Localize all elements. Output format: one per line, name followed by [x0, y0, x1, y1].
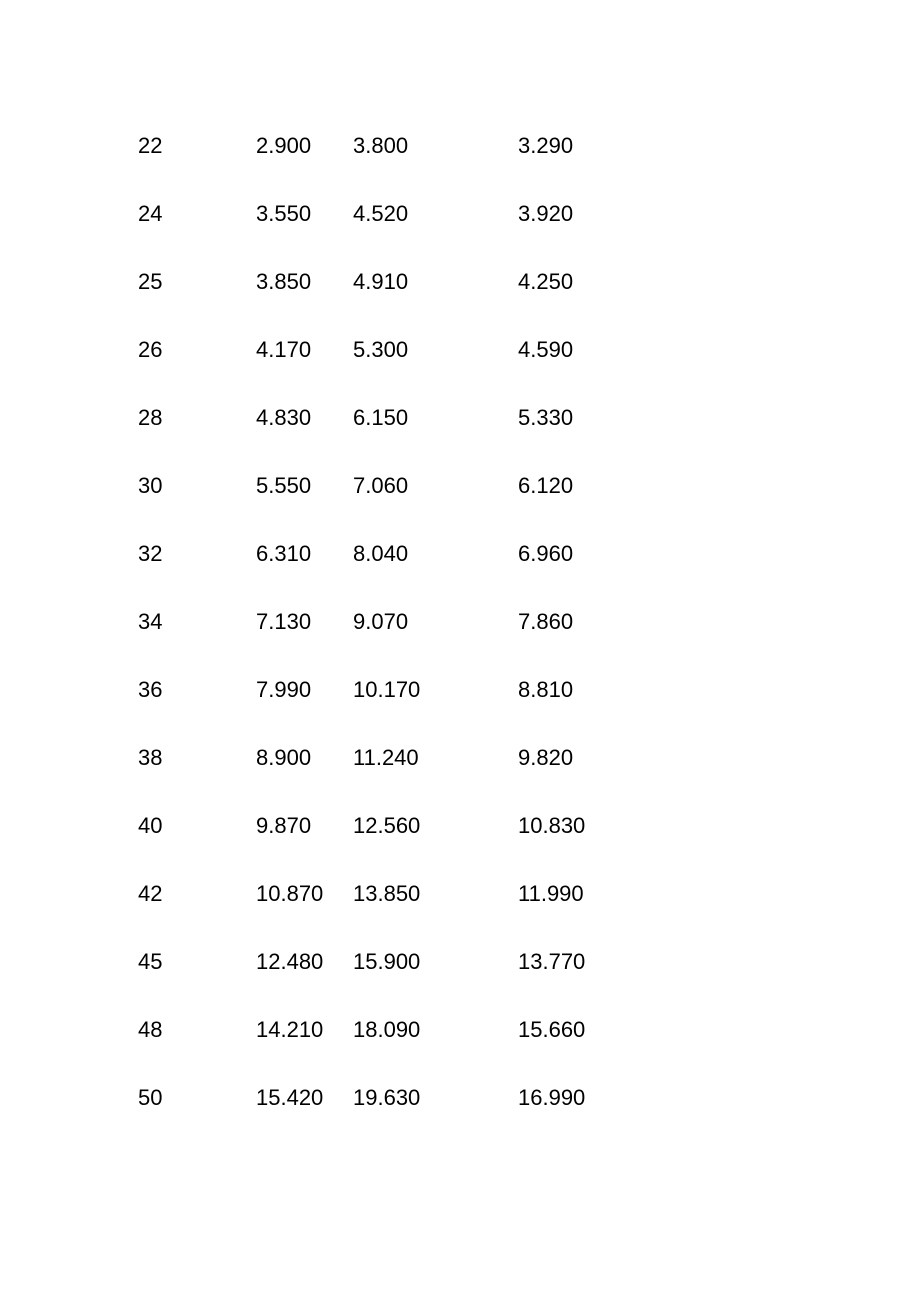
- table-row: [0, 1010, 920, 1078]
- table-cell: 40: [138, 813, 163, 838]
- table-cell: 15.660: [518, 1017, 586, 1042]
- table-cell: 14.210: [256, 1017, 324, 1042]
- table-cell: 11.990: [518, 881, 584, 906]
- table-row: [0, 398, 920, 466]
- table-cell: 2.900: [256, 133, 312, 158]
- table-cell: 3.550: [256, 201, 312, 226]
- table-cell: 4.250: [518, 269, 574, 294]
- table-cell: 4.170: [256, 337, 312, 362]
- table-cell: 48: [138, 1017, 163, 1042]
- data-table: [0, 126, 920, 1146]
- table-row: [0, 602, 920, 670]
- table-row: [0, 126, 920, 194]
- table-cell: 9.820: [518, 745, 574, 770]
- table-cell: 10.170: [353, 677, 421, 702]
- table-row: [0, 874, 920, 942]
- table-cell: 5.300: [353, 337, 409, 362]
- table-cell: 3.290: [518, 133, 574, 158]
- table-cell: 19.630: [353, 1085, 421, 1110]
- table-cell: 5.550: [256, 473, 312, 498]
- table-cell: 4.590: [518, 337, 574, 362]
- table-cell: 6.150: [353, 405, 409, 430]
- table-cell: 6.120: [518, 473, 574, 498]
- table-cell: 4.520: [353, 201, 409, 226]
- table-cell: 13.770: [518, 949, 586, 974]
- table-cell: 42: [138, 881, 163, 906]
- table-cell: 10.870: [256, 881, 324, 906]
- table-cell: 9.070: [353, 609, 409, 634]
- table-cell: 13.850: [353, 881, 421, 906]
- table-cell: 11.240: [353, 745, 419, 770]
- table-cell: 30: [138, 473, 163, 498]
- table-cell: 4.910: [353, 269, 409, 294]
- table-cell: 8.900: [256, 745, 312, 770]
- table-cell: 3.800: [353, 133, 409, 158]
- table-cell: 18.090: [353, 1017, 421, 1042]
- table-cell: 34: [138, 609, 163, 634]
- table-cell: 8.810: [518, 677, 574, 702]
- table-cell: 12.560: [353, 813, 421, 838]
- table-cell: 7.860: [518, 609, 574, 634]
- table-cell: 12.480: [256, 949, 324, 974]
- table-cell: 4.830: [256, 405, 312, 430]
- table-cell: 6.310: [256, 541, 312, 566]
- table-cell: 32: [138, 541, 163, 566]
- table-cell: 16.990: [518, 1085, 586, 1110]
- table-cell: 38: [138, 745, 163, 770]
- table-row: [0, 1078, 920, 1146]
- table-row: [0, 806, 920, 874]
- table-row: [0, 262, 920, 330]
- table-row: [0, 330, 920, 398]
- table-cell: 7.130: [256, 609, 312, 634]
- table-cell: 28: [138, 405, 163, 430]
- table-cell: 10.830: [518, 813, 586, 838]
- table-cell: 3.920: [518, 201, 574, 226]
- table-row: [0, 466, 920, 534]
- table-row: [0, 738, 920, 806]
- table-row: [0, 942, 920, 1010]
- table-cell: 50: [138, 1085, 163, 1110]
- table-cell: 15.420: [256, 1085, 324, 1110]
- table-row: [0, 534, 920, 602]
- table-cell: 25: [138, 269, 163, 294]
- table-cell: 22: [138, 133, 163, 158]
- table-cell: 6.960: [518, 541, 574, 566]
- table-cell: 26: [138, 337, 163, 362]
- table-cell: 24: [138, 201, 163, 226]
- table-row: [0, 194, 920, 262]
- table-cell: 7.990: [256, 677, 312, 702]
- table-cell: 15.900: [353, 949, 421, 974]
- table-cell: 36: [138, 677, 163, 702]
- table-row: [0, 670, 920, 738]
- table-cell: 3.850: [256, 269, 312, 294]
- table-cell: 8.040: [353, 541, 409, 566]
- table-cell: 9.870: [256, 813, 312, 838]
- table-cell: 45: [138, 949, 163, 974]
- table-cell: 5.330: [518, 405, 574, 430]
- table-cell: 7.060: [353, 473, 409, 498]
